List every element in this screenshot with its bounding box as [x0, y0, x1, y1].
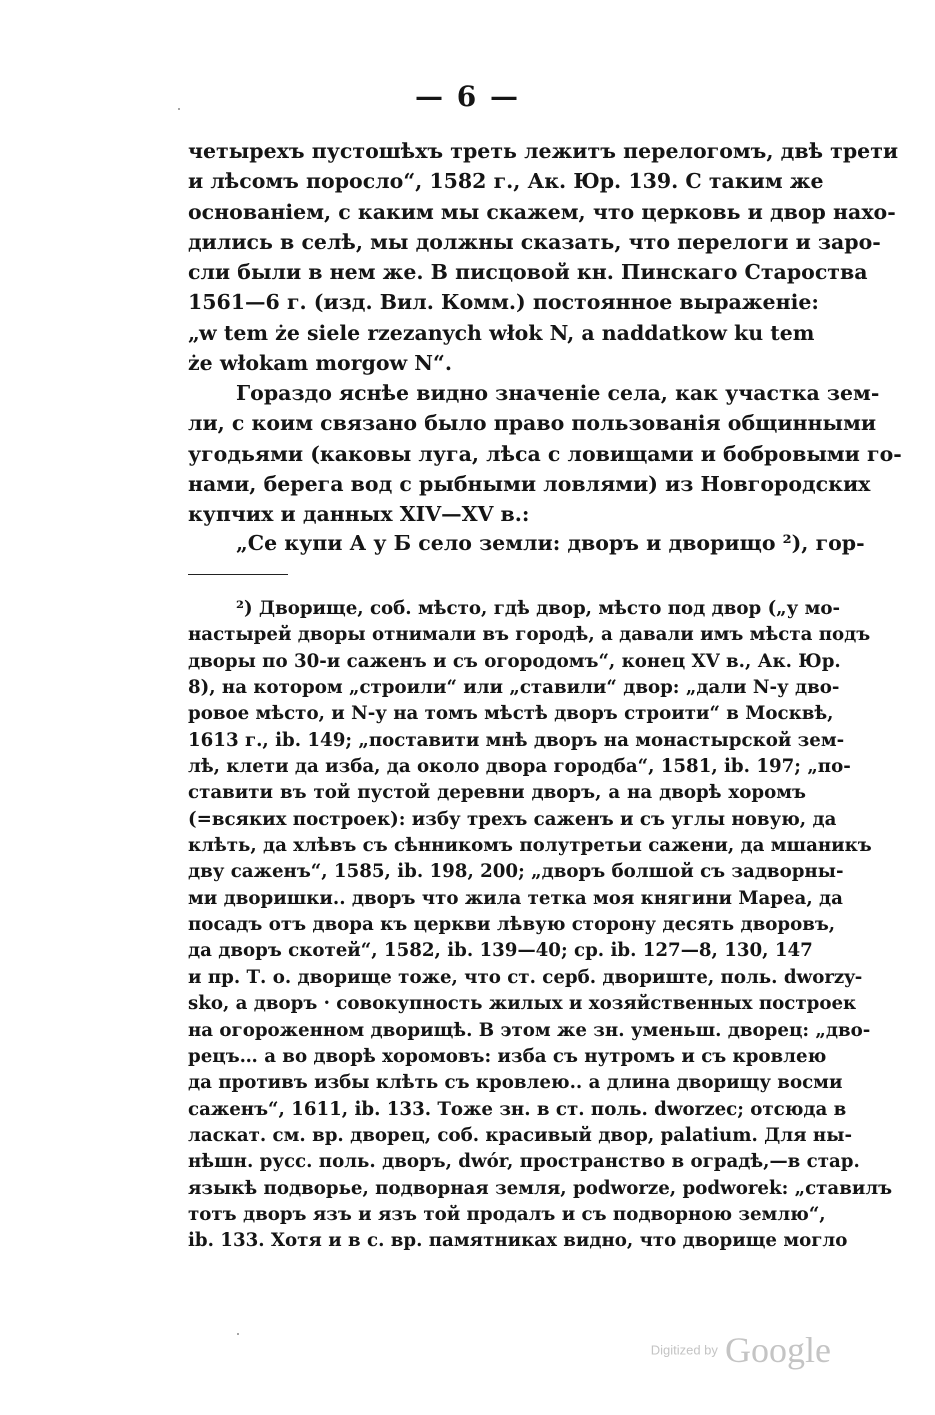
- text-line: że włokam morgow N“.: [188, 351, 452, 376]
- page-number: — 6 —: [415, 80, 520, 113]
- text-line: Гораздо яснѣе видно значеніе села, как участка зем-: [236, 381, 880, 405]
- footnote-line: ²) Дворище, соб. мѣсто, гдѣ двор, мѣсто под двор („у мо-: [236, 598, 841, 619]
- footnote-line: ровое мѣсто, и N-у на томъ мѣстѣ дворъ строити“ в Москвѣ,: [188, 703, 834, 725]
- footnote-line: и пр. Т. о. дворище тоже, что ст. серб. двориште, поль. dworzy-: [188, 966, 863, 988]
- footnote-line: рецъ… а во дворѣ хоромовъ: изба съ нутромъ и съ кровлею: [188, 1045, 827, 1067]
- footnote-line: ставити въ той пустой деревни дворъ, а на дворѣ хоромъ: [188, 782, 806, 804]
- footnote-line: ласкат. см. вр. дворец, соб. красивый двор, palatium. Для ны-: [188, 1124, 853, 1146]
- scan-speck: [178, 108, 180, 110]
- footnote-line: ми дворишки.. дворъ что жила тетка моя княгини Мареа, да: [188, 887, 843, 909]
- text-line: ли, с коим связано было право пользованія общинными: [188, 411, 877, 436]
- text-line: „w tem że siele rzezanych włok N, a naddatkow ku tem: [188, 320, 815, 345]
- watermark-prefix: Digitized by: [650, 1342, 718, 1358]
- paragraph-2: [188, 378, 902, 529]
- footnote-line: клѣть, да хлѣвъ съ сѣнникомъ полутретьи сажени, да мшаникъ: [188, 835, 872, 857]
- text-line: основаніем, с каким мы скажем, что церковь и двор нахо-: [188, 199, 896, 224]
- footnote-line: нѣшн. русс. поль. дворъ, dwór, пространство в оградѣ,—в стар.: [188, 1151, 860, 1173]
- footnote-line: языкѣ подворье, подворная земля, podworze, podworek: „ставилъ: [188, 1177, 893, 1199]
- footnote-line: на огороженном дворищѣ. В этом же зн. уменьш. дворец: „дво-: [188, 1019, 871, 1041]
- footnote: [188, 596, 893, 1255]
- footnote-line: дворы по 30-и саженъ и съ огородомъ“, конец XV в., Ак. Юр.: [188, 650, 841, 672]
- footnote-separator: [188, 574, 288, 575]
- footnote-line: 8), на котором „строили“ или „ставили“ двор: „дали N-у дво-: [188, 677, 840, 699]
- scan-speck: [237, 1333, 239, 1335]
- footnote-line: sko, а дворъ · совокупность жилых и хозяйственных построек: [188, 993, 857, 1015]
- paragraph-3: [188, 528, 865, 558]
- text-line: и лѣсомъ поросло“, 1582 г., Ак. Юр. 139. С таким же: [188, 169, 824, 194]
- text-line: 1561—6 г. (изд. Вил. Комм.) постоянное выраженіе:: [188, 290, 819, 315]
- footnote-line: 1613 г., ib. 149; „поставити мнѣ дворъ на монастырской зем-: [188, 729, 845, 751]
- text-line: угодьями (каковы луга, лѣса с ловищами и бобровыми го-: [188, 441, 902, 466]
- text-line: нами, берега вод с рыбными ловлями) из Новгородских: [188, 471, 871, 496]
- footnote-line: настырей дворы отнимали въ городѣ, а давали имъ мѣста подъ: [188, 624, 871, 646]
- footnote-line: ib. 133. Хотя и в с. вр. памятниках видно, что дворище могло: [188, 1230, 848, 1252]
- footnote-line: посадъ отъ двора къ церкви лѣвую сторону десять дворовъ,: [188, 914, 836, 936]
- text-line: „Се купи А у Б село земли: дворъ и дворищо ²), гор-: [236, 531, 865, 555]
- text-line: четырехъ пустошѣхъ треть лежитъ перелогомъ, двѣ трети: [188, 139, 899, 163]
- footnote-line: да дворъ скотей“, 1582, ib. 139—40; ср. ib. 127—8, 130, 147: [188, 940, 813, 962]
- footnote-line: тотъ дворъ язъ и язъ той продалъ и съ подворною землю“,: [188, 1203, 826, 1225]
- text-line: купчих и данных XIV—XV в.:: [188, 502, 530, 527]
- footnote-line: лѣ, клети да изба, да около двора городба“, 1581, ib. 197; „по-: [188, 756, 851, 778]
- text-line: дились в селѣ, мы должны сказать, что перелоги и заро-: [188, 229, 881, 254]
- footnote-line: (=всяких построек): избу трехъ саженъ и съ углы новую, да: [188, 808, 837, 830]
- digitized-by-google-watermark: [651, 1329, 831, 1371]
- footnote-line: да противъ избы клѣть съ кровлею.. а длина дворищу восми: [188, 1072, 843, 1094]
- google-logo: Google: [725, 1330, 831, 1370]
- paragraph-1: [188, 136, 899, 378]
- footnote-line: саженъ“, 1611, ib. 133. Тоже зн. в ст. поль. dworzec; отсюда в: [188, 1098, 847, 1120]
- text-line: сли были в нем же. В писцовой кн. Пинскаго Староства: [188, 260, 868, 285]
- footnote-line: дву саженъ“, 1585, ib. 198, 200; „дворъ болшой съ задворны-: [188, 861, 844, 883]
